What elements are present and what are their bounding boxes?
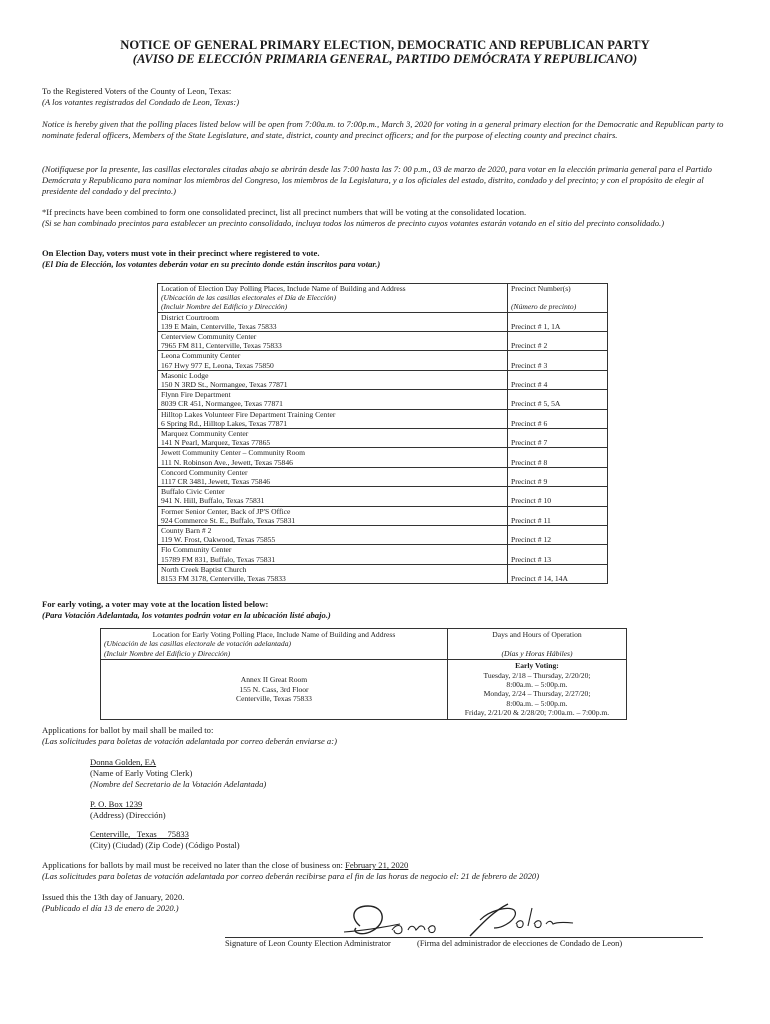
polling-place-name: Former Senior Center, Back of JP'S Office [161,506,291,516]
combined-precincts-note [42,207,732,229]
early-voting-clerk [90,757,490,790]
early-hours-line5: Friday, 2/21/20 & 2/28/20; 7:00a.m. – 7:00p.m. [464,708,610,718]
polling-place-row [158,429,608,448]
early-location-header [101,629,448,660]
early-days-header [448,629,627,660]
early-hours-line1: Tuesday, 2/18 – Thursday, 2/20/20; [483,670,591,680]
location-header-line3: (Incluir Nombre del Edificio y Dirección) [161,302,288,312]
early-location-header-line2: (Ubicación de las casillas electorale de votación adelantada) [104,639,292,649]
polling-place-address: 15789 FM 831, Buffalo, Texas 75831 [161,554,276,564]
early-location-line2: 155 N. Cass, 3rd Floor [239,684,309,694]
polling-place-location [158,564,508,583]
early-location-header-line3: (Incluir Nombre del Edificio y Dirección) [104,648,231,658]
polling-place-precinct: Precinct # 6 [508,409,608,428]
early-location-line3: Centerville, Texas 75833 [236,694,312,704]
polling-place-row [158,448,608,467]
polling-place-name: District Courtroom [161,312,220,322]
deadline-date: February 21, 2020 [345,860,409,870]
early-table-header [101,629,627,660]
combined-note-english: *If precincts have been combined to form one consolidated precinct, list all precinct numbers that will be voting at the consolidated location. [42,207,527,217]
early-hours-title: Early Voting: [515,661,559,671]
signature-line [225,937,703,949]
election-day-english: On Election Day, voters must vote in their precinct where registered to vote. [42,248,320,258]
polling-place-address: 111 N. Robinson Ave., Jewett, Texas 75846 [161,457,293,467]
mail-city [90,829,490,851]
polling-place-location [158,409,508,428]
notice-text: Notice is hereby given that the polling places listed below will be open from 7:00a.m. to 7:00p.m., March 3, 2020 for voting in a general primary election for the Democratic and Republican party to nominate federal officers, Members of the State Legislature, and state, district, county and precinct officers; and for the purpose of electing county and precinct chairs. [42,119,724,140]
polling-place-name: Masonic Lodge [161,370,209,380]
polling-place-row [158,370,608,389]
mail-instructions [42,725,732,747]
clerk-label-spanish: (Nombre del Secretario de la Votación Adelantada) [90,779,267,789]
mail-deadline [42,860,742,882]
polling-place-row [158,390,608,409]
clerk-label: (Name of Early Voting Clerk) [90,768,193,778]
polling-place-precinct: Precinct # 4 [508,370,608,389]
polling-place-name: County Barn # 2 [161,526,212,536]
polling-place-row [158,351,608,370]
address-value: P. O. Box 1239 [90,799,143,809]
polling-place-precinct: Precinct # 1, 1A [508,312,608,331]
polling-place-location [158,312,508,331]
polling-place-row [158,487,608,506]
polling-place-location [158,448,508,467]
early-hours-line2: 8:00a.m. – 5:00p.m. [506,680,568,690]
signature-label-spanish: (Firma del administrador de elecciones de Condado de Leon) [417,939,623,948]
address-label: (Address) (Dirección) [90,810,166,820]
polling-table-header [158,284,608,313]
polling-place-precinct: Precinct # 5, 5A [508,390,608,409]
early-location-cell [101,660,448,719]
mail-spanish: (Las solicitudes para boletas de votación adelantada por correo deberán enviarse a:) [42,736,337,746]
polling-place-row [158,467,608,486]
polling-place-address: 941 N. Hill, Buffalo, Texas 75831 [161,496,265,506]
polling-place-name: Flynn Fire Department [161,390,231,400]
city-line [90,829,490,840]
salutation-english: To the Registered Voters of the County of Leon, Texas: [42,86,232,96]
zip-value: 75833 [167,829,189,839]
polling-place-name: Concord Community Center [161,467,248,477]
early-location-line1: Annex II Great Room [240,675,308,685]
polling-place-address: 924 Commerce St. E., Buffalo, Texas 75831 [161,515,296,525]
early-voting-spanish: (Para Votación Adelantada, los votantes podrán votar en la ubicación listé abajo.) [42,610,331,620]
polling-place-precinct: Precinct # 7 [508,429,608,448]
polling-place-row [158,545,608,564]
salutation-spanish: (A los votantes registrados del Condado de Leon, Texas:) [42,97,240,107]
polling-place-name: Buffalo Civic Center [161,487,225,497]
salutation [42,86,732,108]
polling-place-precinct: Precinct # 2 [508,332,608,351]
deadline-english [42,860,742,871]
polling-place-name: Centerview Community Center [161,332,257,342]
issued-spanish: (Publicado el día 13 de enero de 2020.) [42,903,179,913]
mail-address [90,799,490,821]
polling-place-location [158,487,508,506]
polling-place-location [158,545,508,564]
polling-place-location [158,506,508,525]
polling-place-row [158,332,608,351]
polling-place-precinct: Precinct # 8 [508,448,608,467]
early-location-header-line1: Location for Early Voting Polling Place, Include Name of Building and Address [152,630,396,639]
polling-place-address: 167 Hwy 977 E, Leona, Texas 75850 [161,360,274,370]
polling-place-name: Jewett Community Center – Community Room [161,448,306,458]
location-header [158,284,508,313]
polling-place-address: 8039 CR 451, Normangee, Texas 77871 [161,399,283,409]
polling-place-location [158,390,508,409]
polling-place-row [158,564,608,583]
polling-place-name: Leona Community Center [161,351,241,361]
early-hours-line3: Monday, 2/24 – Thursday, 2/27/20; [483,689,591,699]
issued-english: Issued this the 13th day of January, 2020. [42,892,185,902]
polling-place-address: 139 E Main, Centerville, Texas 75833 [161,321,277,331]
early-table-row [101,660,627,719]
signature-label: Signature of Leon County Election Administrator [225,939,391,948]
deadline-prefix: Applications for ballots by mail must be received no later than the close of business on: [42,860,346,870]
polling-place-location [158,429,508,448]
deadline-spanish: (Las solicitudes para boletas de votación adelantada por correo deberán recibirse para el fin de las horas de negocio el: 21 de febrero de 2020) [42,871,540,881]
early-voting-table [100,628,627,720]
early-hours-line4: 8:00a.m. – 5:00p.m. [506,698,568,708]
polling-place-address: 150 N 3RD St., Normangee, Texas 77871 [161,380,288,390]
election-day-spanish: (El Día de Elección, los votantes deberán votar en su precinto donde están inscritos para votar.) [42,259,381,269]
early-voting-english: For early voting, a voter may vote at the location listed below: [42,599,269,609]
polling-place-location [158,351,508,370]
polling-place-row [158,312,608,331]
polling-place-address: 6 Spring Rd., Hilltop Lakes, Texas 77871 [161,418,288,428]
polling-place-location [158,370,508,389]
early-days-header-line1: Days and Hours of Operation [492,630,582,639]
precinct-header [508,284,608,313]
polling-place-address: 141 N Pearl, Marquez, Texas 77865 [161,438,271,448]
mail-english: Applications for ballot by mail shall be mailed to: [42,725,214,735]
polling-place-precinct: Precinct # 3 [508,351,608,370]
polling-place-location [158,332,508,351]
polling-place-precinct: Precinct # 13 [508,545,608,564]
polling-place-address: 7965 FM 811, Centerville, Texas 75833 [161,341,282,351]
location-header-line2: (Ubicación de las casillas electorales el Día de Elección) [161,293,337,303]
polling-place-row [158,526,608,545]
polling-place-name: Marquez Community Center [161,429,249,439]
polling-place-row [158,506,608,525]
notice-title: NOTICE OF GENERAL PRIMARY ELECTION, DEMOCRATIC AND REPUBLICAN PARTY [120,38,650,52]
polling-place-precinct: Precinct # 10 [508,487,608,506]
polling-places-table [157,283,608,584]
polling-place-address: 8153 FM 3178, Centerville, Texas 75833 [161,574,286,584]
polling-place-precinct: Precinct # 11 [508,506,608,525]
state-value: Texas [136,829,157,839]
polling-place-location [158,467,508,486]
polling-place-name: North Creek Baptist Church [161,564,247,574]
precinct-header-line2: (Número de precinto) [511,302,577,312]
location-header-line1: Location of Election Day Polling Places, Include Name of Building and Address [161,284,406,293]
combined-note-spanish: (Si se han combinado precintos para establecer un precinto consolidado, incluya todos los números de precinto cuyos votantes estarán votando en el sitio del precinto consolidado.) [42,218,665,228]
polling-place-precinct: Precinct # 12 [508,526,608,545]
polling-place-row [158,409,608,428]
polling-place-name: Hilltop Lakes Volunteer Fire Department Training Center [161,409,336,419]
polling-place-address: 1117 CR 3481, Jewett, Texas 75846 [161,477,271,487]
election-day-note [42,248,732,270]
polling-place-address: 119 W. Frost, Oakwood, Texas 75855 [161,535,276,545]
early-voting-intro [42,599,732,621]
notice-title-spanish: (AVISO DE ELECCIÓN PRIMARIA GENERAL, PARTIDO DEMÓCRATA Y REPUBLICANO) [132,52,638,66]
city-label: (City) (Ciudad) (Zip Code) (Código Postal) [90,840,240,850]
polling-place-name: Flo Community Center [161,545,232,555]
notice-text-spanish: (Notifíquese por la presente, las casillas electorales citadas abajo se abrirán desde las 7:00 hasta las 7: 00 p.m., 03 de marzo de 2020, para votar en la elección primaria general para el Partido Demócrata y Republicano para nominar los miembros del Congreso, los miembros de la Legislatura, y a los oficiales del estado, distrito, condado y del precinto; y con el propósito de elegir al presidente del condado y del precinto.) [42,164,712,196]
precinct-header-line1: Precinct Number(s) [511,284,571,293]
city-value: Centerville, [90,829,131,839]
early-hours-cell [448,660,627,719]
clerk-name: Donna Golden, EA [90,757,157,767]
polling-place-precinct: Precinct # 9 [508,467,608,486]
early-days-header-line2: (Días y Horas Hábiles) [501,648,573,658]
polling-place-location [158,526,508,545]
polling-place-precinct: Precinct # 14, 14A [508,564,608,583]
